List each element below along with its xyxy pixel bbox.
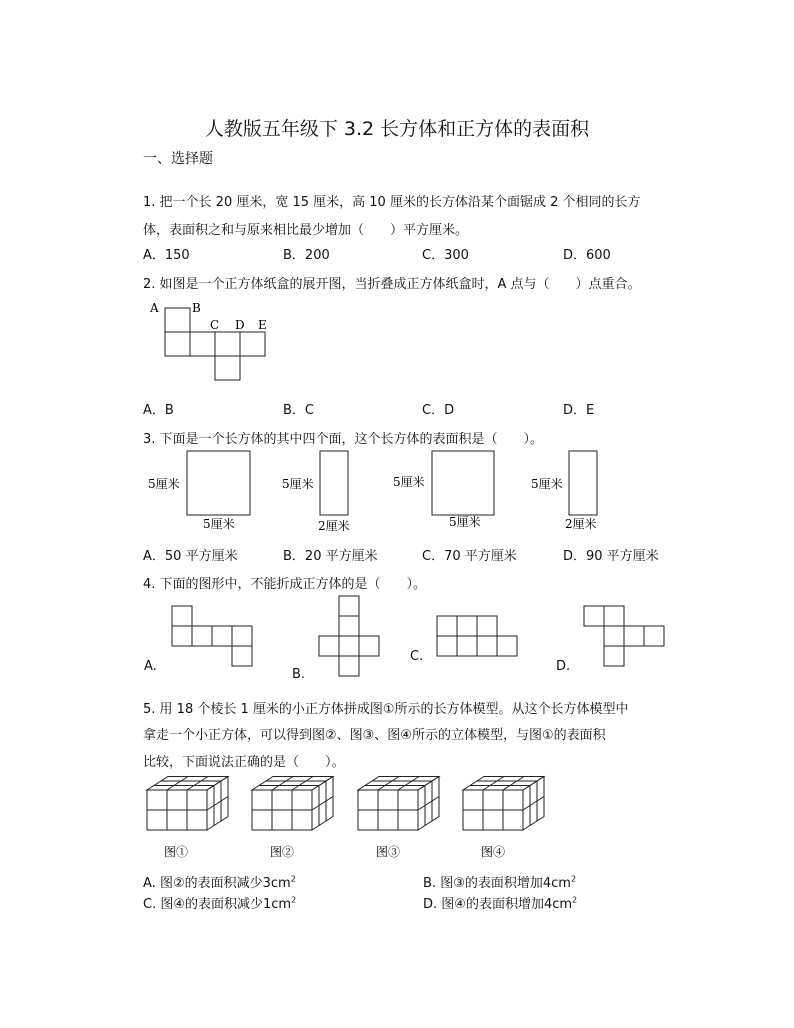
face-rect-1 xyxy=(187,451,250,515)
q1-stem-line1: 1. 把一个长 20 厘米，宽 15 厘米，高 10 厘米的长方体沿某个面锯成 2 个相同的长方 xyxy=(143,195,641,210)
net-b-cell xyxy=(339,636,359,656)
q3-stem: 3. 下面是一个长方体的其中四个面，这个长方体的表面积是（ ）。 xyxy=(143,432,544,447)
q2-option-a[interactable]: A．B xyxy=(143,403,174,418)
q5-option-c[interactable] xyxy=(143,893,296,912)
net-d-cell xyxy=(604,646,624,666)
net-d-cell xyxy=(584,606,604,626)
q2-option-d[interactable]: D．E xyxy=(563,403,595,418)
q5-stem-line3: 比较，下面说法正确的是（ ）。 xyxy=(143,755,345,770)
net-a-cell xyxy=(232,626,252,646)
face-1-bottom-label: 5厘米 xyxy=(203,517,235,531)
net-label-e: E xyxy=(258,318,267,332)
net-cell xyxy=(190,332,215,356)
net-cell xyxy=(215,356,240,380)
q5-option-d-letter: D. xyxy=(423,897,438,912)
net-label-c: C xyxy=(210,318,220,332)
face-2-side-label: 5厘米 xyxy=(282,477,314,491)
face-rect-3 xyxy=(432,451,494,515)
q1-option-c[interactable]: C．300 xyxy=(422,248,469,263)
net-a-cell xyxy=(212,626,232,646)
q5-option-a-text: 图②的表面积减少3cm xyxy=(159,876,291,891)
model-2-grid xyxy=(292,777,313,791)
q5-option-b-exponent: 2 xyxy=(570,874,577,884)
q1-option-d[interactable]: D．600 xyxy=(563,248,611,263)
net-c-cell xyxy=(477,616,497,636)
net-d-cell xyxy=(604,626,624,646)
q5-option-d[interactable] xyxy=(423,893,577,912)
net-b-cell xyxy=(339,596,359,616)
model-3-grid xyxy=(398,777,419,791)
net-b-cell xyxy=(339,616,359,636)
q5-option-c-exponent: 2 xyxy=(291,895,297,905)
page-title: 人教版五年级下 3.2 长方体和正方体的表面积 xyxy=(204,118,590,140)
net-a-cell xyxy=(172,626,192,646)
q5-option-d-text: 图④的表面积增加4cm xyxy=(441,897,573,912)
model-3-grid xyxy=(378,777,399,791)
q4-option-d[interactable]: D. xyxy=(556,659,571,674)
net-cell xyxy=(165,308,190,332)
net-b-cell xyxy=(359,636,379,656)
q4-option-a[interactable]: A. xyxy=(144,659,157,674)
q1-option-b[interactable]: B．200 xyxy=(283,248,330,263)
q3-option-c[interactable]: C．70 平方厘米 xyxy=(422,549,517,564)
q2-option-b[interactable]: B．C xyxy=(283,403,314,418)
cube-nets-figure xyxy=(140,592,680,684)
q4-option-b[interactable]: B. xyxy=(292,667,306,682)
q5-option-a-exponent: 2 xyxy=(290,874,296,884)
face-2-bottom-label: 2厘米 xyxy=(318,519,350,533)
net-c-cell xyxy=(497,636,517,656)
net-c-cell xyxy=(457,616,477,636)
q5-option-b-letter: B. xyxy=(423,876,437,891)
q4-stem: 4. 下面的图形中，不能折成正方体的是（ ）。 xyxy=(143,577,427,592)
model-3-grid xyxy=(418,797,439,811)
face-4-bottom-label: 2厘米 xyxy=(565,517,597,531)
q2-stem: 2. 如图是一个正方体纸盒的展开图，当折叠成正方体纸盒时，A 点与（ ）点重合。 xyxy=(143,277,641,292)
q5-option-d-exponent: 2 xyxy=(572,895,578,905)
model-4-grid xyxy=(483,777,504,791)
q5-option-c-text: 图④的表面积减少1cm xyxy=(160,897,292,912)
net-a-cell xyxy=(232,646,252,666)
model-2-grid xyxy=(312,797,333,811)
model-4-grid xyxy=(523,797,544,811)
q1-stem-line2: 体，表面积之和与原来相比最少增加（ ）平方厘米。 xyxy=(143,223,469,238)
net-a-cell xyxy=(172,606,192,626)
net-a-cell xyxy=(192,626,212,646)
model-4-grid xyxy=(503,777,524,791)
q4-option-c[interactable]: C. xyxy=(410,649,424,664)
model-4-top xyxy=(463,777,544,791)
net-cell xyxy=(215,332,240,356)
net-c-cell xyxy=(437,616,457,636)
net-c-cell xyxy=(457,636,477,656)
cube-models-figure xyxy=(140,768,570,863)
q1-option-a[interactable]: A．150 xyxy=(143,248,190,263)
net-label-b: B xyxy=(192,301,201,315)
model-1-grid xyxy=(187,777,208,791)
net-c-cell xyxy=(477,636,497,656)
model-3-label: 图③ xyxy=(376,845,401,859)
net-c-cell xyxy=(437,636,457,656)
net-b-cell xyxy=(339,656,359,676)
model-1-label: 图① xyxy=(164,845,189,859)
rectangle-faces-figure xyxy=(140,446,670,536)
net-d-cell xyxy=(624,626,644,646)
model-1-grid xyxy=(207,797,228,811)
model-3-top xyxy=(358,777,439,791)
face-rect-4 xyxy=(569,451,597,515)
model-2-label: 图② xyxy=(270,845,295,859)
q5-stem-line2: 拿走一个小正方体，可以得到图②、图③、图④所示的立体模型，与图①的表面积 xyxy=(143,728,606,743)
face-4-side-label: 5厘米 xyxy=(531,477,563,491)
q5-option-c-letter: C. xyxy=(143,897,157,912)
net-label-a: A xyxy=(150,301,159,315)
net-label-d: D xyxy=(235,318,245,332)
face-1-side-label: 5厘米 xyxy=(148,477,180,491)
q5-option-b[interactable] xyxy=(423,872,576,891)
model-2-grid xyxy=(272,777,293,791)
q3-option-a[interactable]: A．50 平方厘米 xyxy=(143,549,238,564)
face-3-side-label: 5厘米 xyxy=(393,475,425,489)
q5-option-b-text: 图③的表面积增加4cm xyxy=(440,876,571,891)
net-b-cell xyxy=(319,636,339,656)
net-d-cell xyxy=(604,606,624,626)
model-2-top xyxy=(252,777,333,791)
net-d-cell xyxy=(644,626,664,646)
q5-stem-line1: 5. 用 18 个棱长 1 厘米的小正方体拼成图①所示的长方体模型。从这个长方体模型中 xyxy=(143,702,629,717)
q2-option-c[interactable]: C．D xyxy=(422,403,455,418)
model-1-top xyxy=(147,777,228,791)
face-rect-2 xyxy=(320,451,348,515)
net-cell xyxy=(165,332,190,356)
q5-option-a-letter: A. xyxy=(143,876,156,891)
q5-option-a[interactable] xyxy=(143,872,296,891)
model-1-grid xyxy=(167,777,188,791)
face-3-bottom-label: 5厘米 xyxy=(449,515,481,529)
q3-option-d[interactable]: D．90 平方厘米 xyxy=(563,549,659,564)
cube-net-figure xyxy=(140,298,280,388)
net-cell xyxy=(240,332,265,356)
q3-option-b[interactable]: B．20 平方厘米 xyxy=(283,549,378,564)
model-4-label: 图④ xyxy=(481,845,506,859)
section-heading: 一、选择题 xyxy=(143,151,213,167)
